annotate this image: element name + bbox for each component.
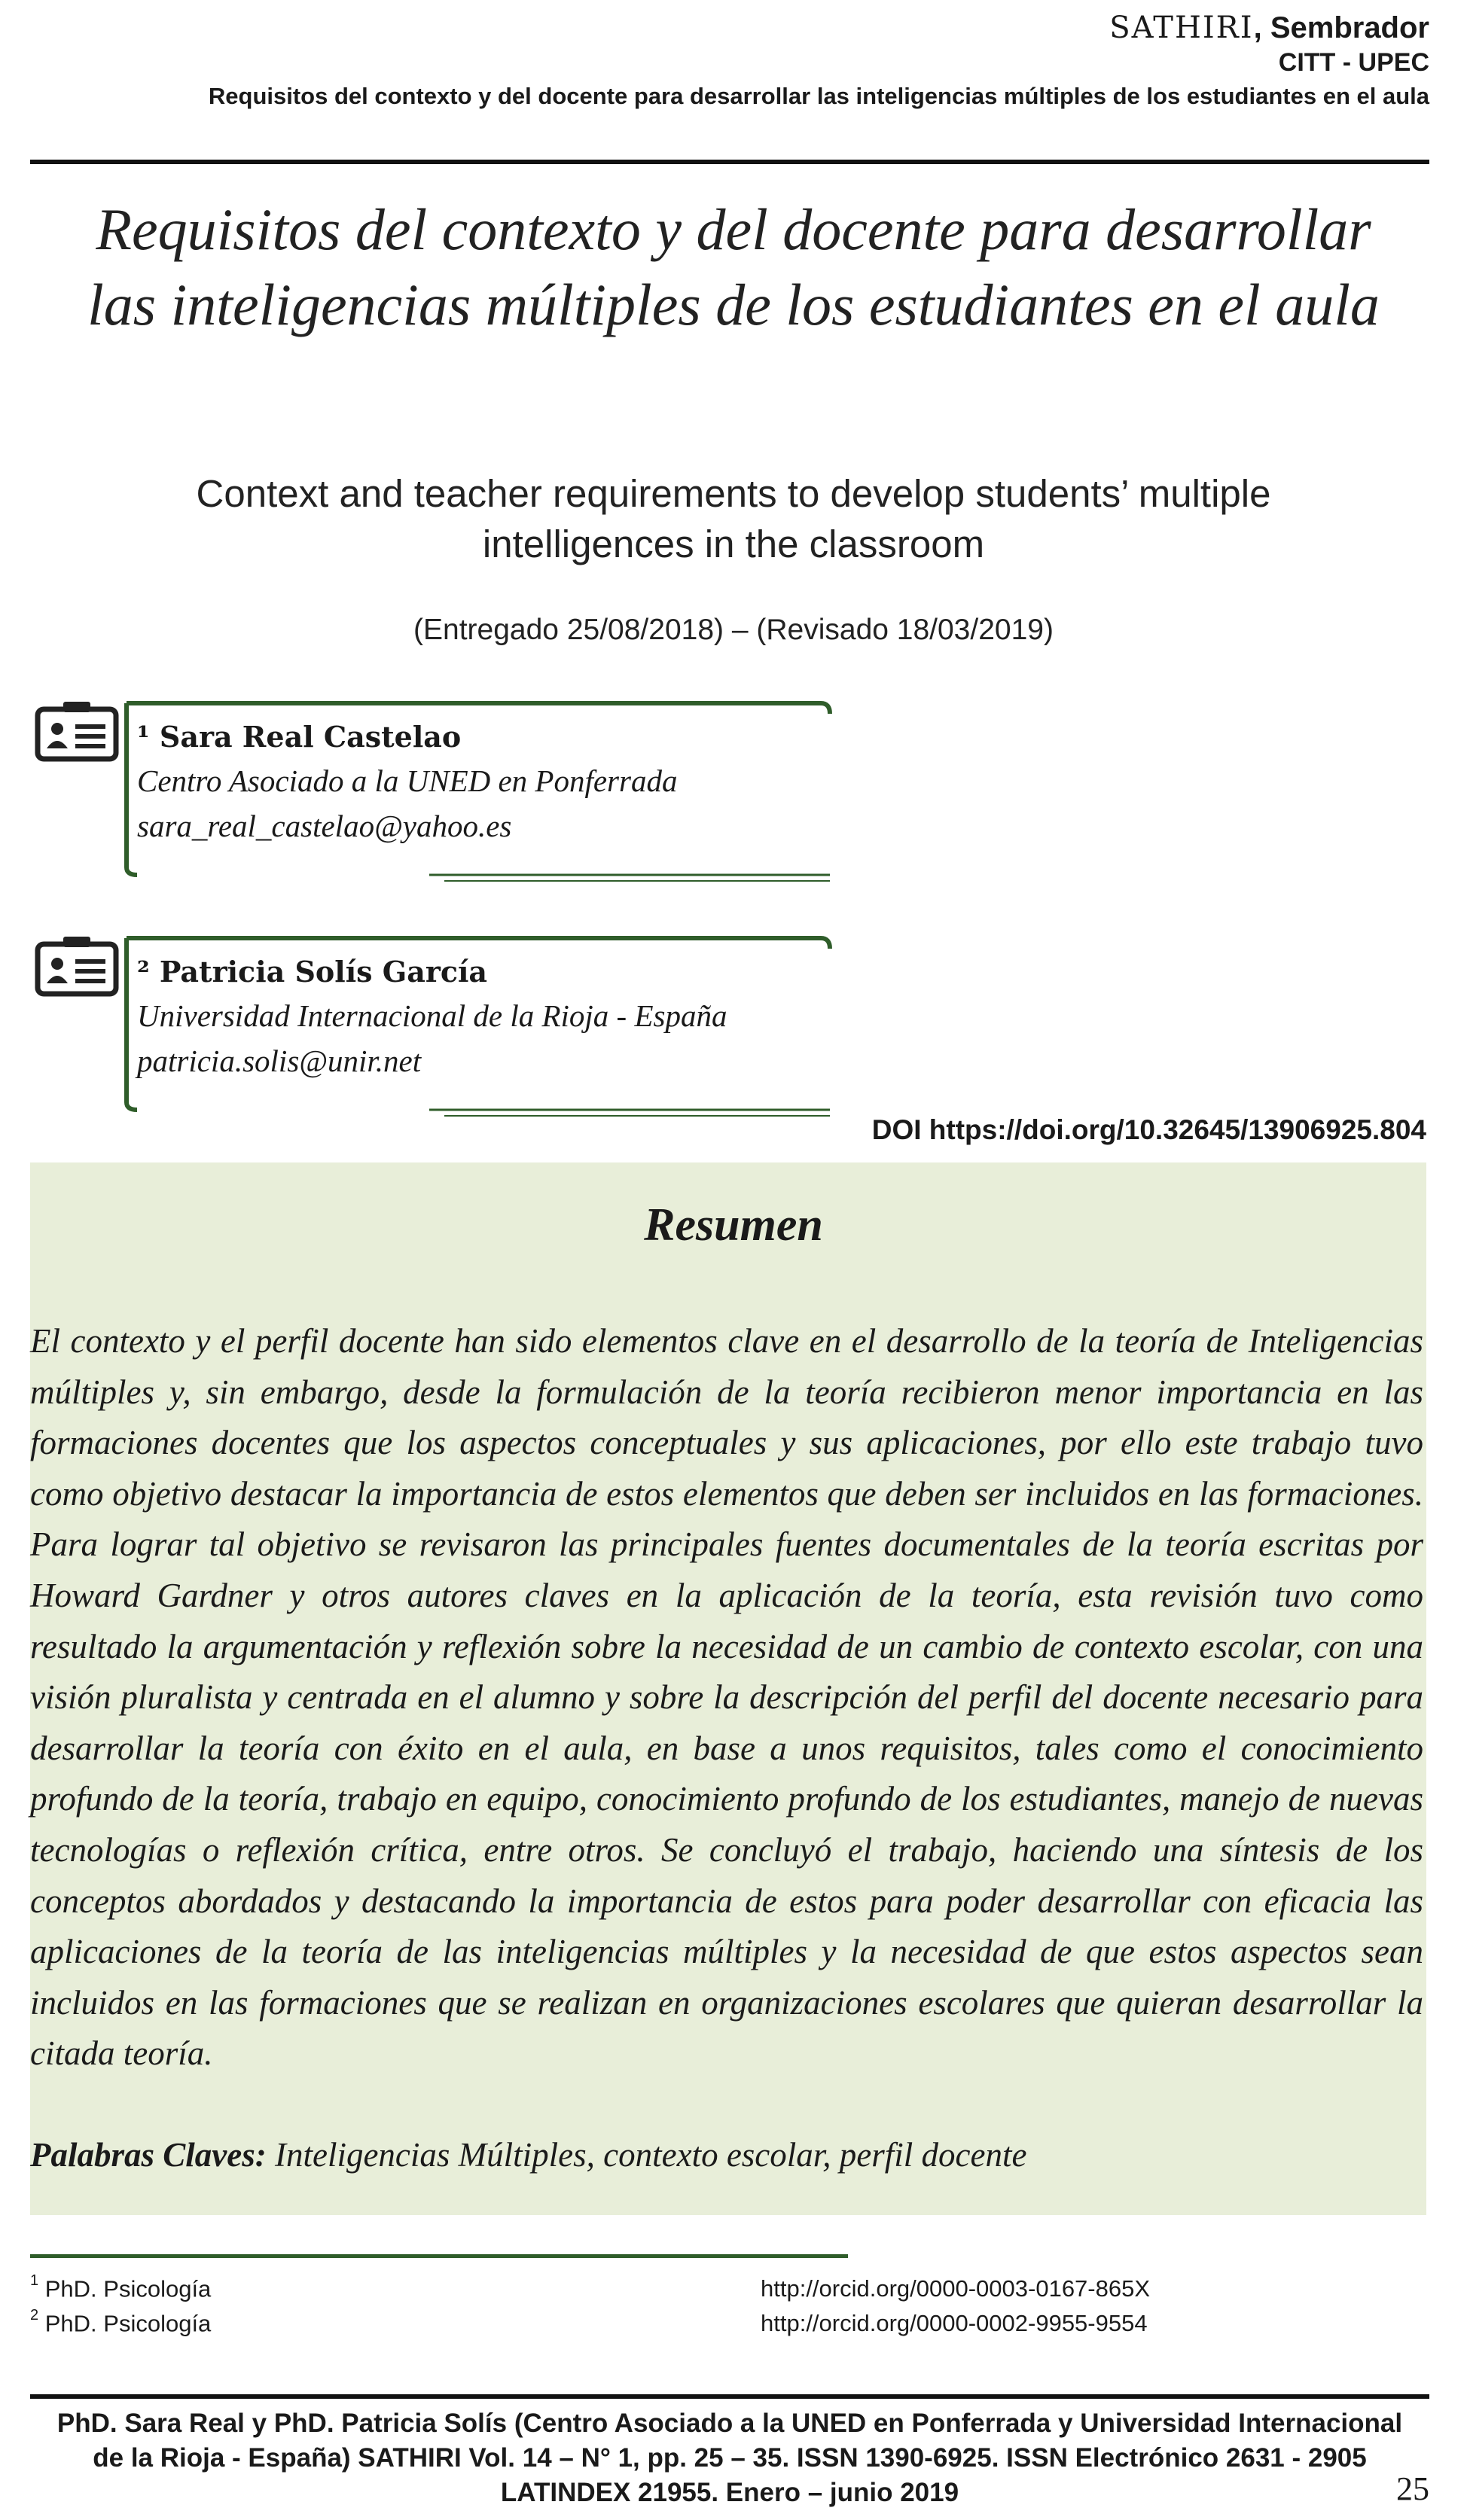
id-card-icon: [35, 934, 119, 997]
author-email[interactable]: sara_real_castelao@yahoo.es: [137, 809, 512, 843]
citation-line: PhD. Sara Real y PhD. Patricia Solís (Centro Asociado a la UNED en Ponferrada y Universidad Internacional: [56, 2409, 1403, 2438]
citation-block: [30, 2406, 1429, 2510]
author-institution: Centro Asociado a la UNED en Ponferrada: [137, 763, 678, 798]
keywords-label: Palabras Claves:: [30, 2136, 267, 2174]
author-block: [137, 955, 727, 1079]
doi-link[interactable]: DOI https://doi.org/10.32645/13906925.804: [871, 1114, 1426, 1145]
author-institution: Universidad Internacional de la Rioja - España: [137, 998, 727, 1033]
page-number: 25: [1396, 2470, 1429, 2507]
journal-name: SATHIRI, Sembrador: [1109, 11, 1429, 45]
footer-rule: [30, 2394, 1429, 2399]
header-rule: [30, 160, 1429, 164]
article-title: Requisitos del contexto y del docente para desarrollar las inteligencias múltiples de los estudiantes en el aula: [87, 197, 1380, 337]
submission-dates: (Entregado 25/08/2018) – (Revisado 18/03/2019): [413, 614, 1054, 646]
abstract-text: El contexto y el perfil docente han sido elementos clave en el desarrollo de la teoría de Inteligencias múltiples y, sin embargo, desde la formulación de la teoría recibieron menor importancia en las formaciones docentes que los aspectos conceptuales y sus aplicaciones, por ello este trabajo tuvo como objetivo destacar la importancia de estos elementos que deben ser incluidos en las formaciones. Para lograr tal objetivo se revisaron las principales fuentes documentales de la teoría escritas por Howard Gardner y otros autores claves en la aplicación de la teoría, esta revisión tuvo como resultado la argumentación y reflexión sobre la necesidad de un cambio de contexto escolar, con una visión pluralista y centrada en el alumno y sobre la descripción del perfil del docente necesario para desarrollar la teoría con éxito en el aula, en base a unos requisitos, tales como el conocimiento profundo de la teoría, trabajo en equipo, conocimiento profundo de los estudiantes, manejo de nuevas tecnologías o reflexión crítica, entre otros. Se concluyó el trabajo, haciendo una síntesis de los conceptos abordados y destacando la importancia de estos para poder desarrollar con eficacia las aplicaciones de la teoría de las inteligencias múltiples y la necesidad de que estos aspectos sean incluidos en las formaciones que se realizan en organizaciones escolares que quieran desarrollar la citada teoría.: [30, 1322, 1423, 2073]
journal-logo: SATHIRI: [1109, 11, 1254, 45]
id-card-icon: [35, 699, 119, 762]
author-block: [137, 720, 677, 844]
journal-institution: CITT - UPEC: [1278, 48, 1429, 77]
article-subtitle: Context and teacher requirements to develop students’ multiple intelligences in the classroom: [196, 472, 1271, 565]
footnote-rule: [30, 2254, 848, 2258]
author-name: ² Patricia Solís García: [137, 955, 488, 989]
footnote: $^2$ PhD. Psicología: [30, 2307, 212, 2337]
footnote: $^1$ PhD. Psicología: [30, 2272, 212, 2302]
keywords-list: Inteligencias Múltiples, contexto escolar, perfil docente: [266, 2136, 1027, 2174]
running-title: Requisitos del contexto y del docente para desarrollar las inteligencias múltiples de los estudiantes en el aula: [208, 83, 1429, 109]
keywords: [30, 2135, 1026, 2174]
abstract-heading: Resumen: [644, 1199, 823, 1251]
author-email[interactable]: patricia.solis@unir.net: [137, 1044, 422, 1078]
citation-line: LATINDEX 21955. Enero – junio 2019: [500, 2478, 959, 2507]
author-name: ¹ Sara Real Castelao: [137, 720, 462, 754]
citation-line: de la Rioja - España) SATHIRI Vol. 14 – N° 1, pp. 25 – 35. ISSN 1390-6925. ISSN Electrónico 2631 - 2905: [93, 2443, 1367, 2473]
footnote-orcid[interactable]: http://orcid.org/0000-0002-9955-9554: [761, 2310, 1148, 2336]
footnote-orcid[interactable]: http://orcid.org/0000-0003-0167-865X: [761, 2275, 1151, 2302]
